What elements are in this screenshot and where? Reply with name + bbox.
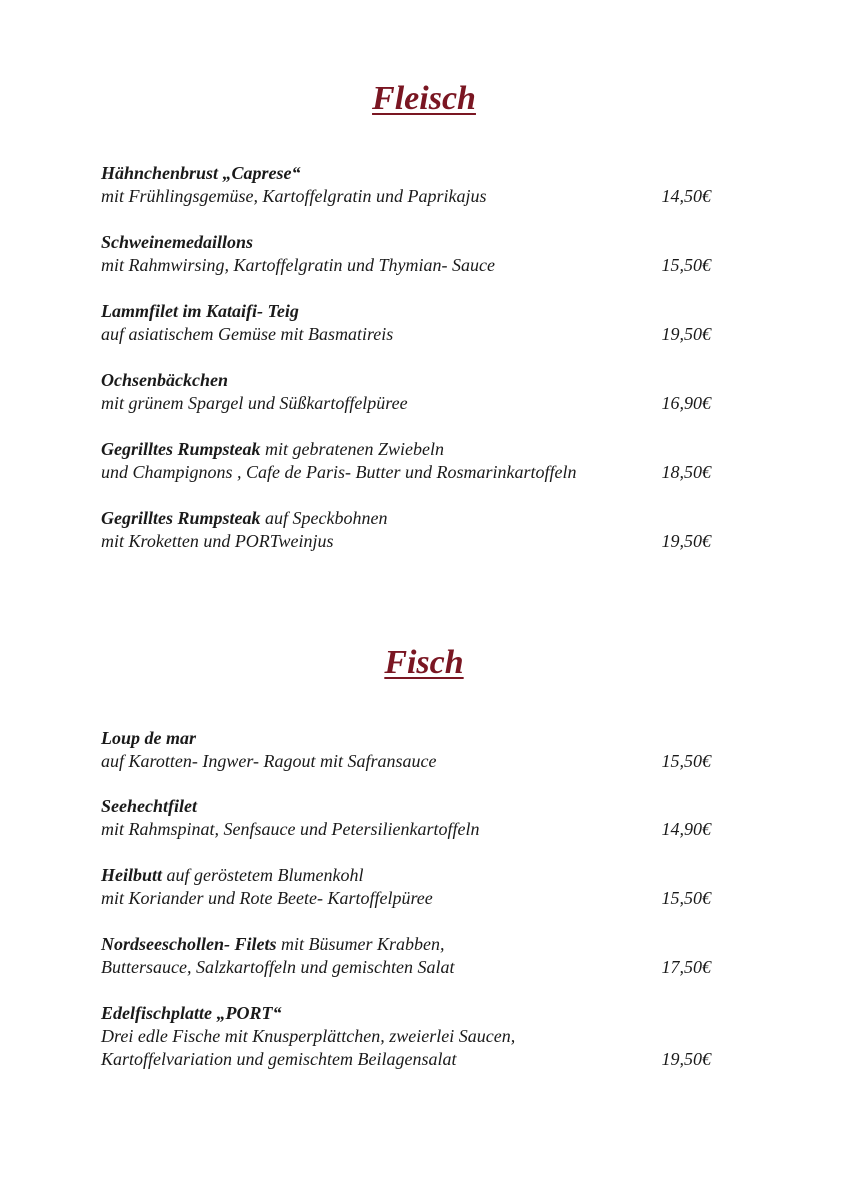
- dish-price: 15,50€: [661, 255, 711, 275]
- dish-name: Hähnchenbrust „Caprese“: [101, 163, 301, 183]
- dish-description: auf Karotten- Ingwer- Ragout mit Safransauce: [101, 751, 437, 771]
- dish-description-line: [101, 461, 713, 484]
- dish-description: und Champignons , Cafe de Paris- Butter und Rosmarinkartoffeln: [101, 462, 577, 482]
- dish-price: 15,50€: [661, 888, 711, 908]
- dish-item: [101, 438, 713, 484]
- section-title-fleisch: Fleisch: [372, 80, 476, 117]
- dish-item: [101, 1002, 713, 1071]
- dish-name: Ochsenbäckchen: [101, 370, 228, 390]
- dish-description-line: [101, 887, 713, 910]
- dish-title-line: [101, 864, 713, 887]
- dish-description: mit Frühlingsgemüse, Kartoffelgratin und Paprikajus: [101, 186, 487, 206]
- dish-description-line: [101, 254, 713, 277]
- dish-title-line: [101, 369, 713, 392]
- dish-description-line: [101, 530, 713, 553]
- dish-title-line: [101, 727, 713, 750]
- dish-name: Heilbutt: [101, 865, 163, 885]
- dish-price: 17,50€: [661, 957, 711, 977]
- dish-title-line: [101, 438, 713, 461]
- dish-description-line: [101, 818, 713, 841]
- dish-price: 15,50€: [661, 751, 711, 771]
- dish-item: [101, 300, 713, 346]
- dish-description: Drei edle Fische mit Knusperplättchen, zweierlei Saucen,: [101, 1026, 516, 1046]
- dish-description: Kartoffelvariation und gemischtem Beilagensalat: [101, 1049, 457, 1069]
- dish-description-line: [101, 1025, 713, 1048]
- dish-description: Buttersauce, Salzkartoffeln und gemischten Salat: [101, 957, 455, 977]
- dish-name: Nordseeschollen- Filets: [101, 934, 277, 954]
- dish-description: mit Rahmspinat, Senfsauce und Petersilienkartoffeln: [101, 819, 480, 839]
- dish-name: Edelfischplatte „PORT“: [101, 1003, 282, 1023]
- dish-name-suffix: mit gebratenen Zwiebeln: [260, 439, 444, 459]
- dish-item: [101, 727, 713, 773]
- dish-price: 14,90€: [661, 819, 711, 839]
- dish-price: 18,50€: [661, 462, 711, 482]
- dish-description-line: [101, 1048, 713, 1071]
- section-title-fisch: Fisch: [384, 644, 464, 681]
- dish-title-line: [101, 231, 713, 254]
- dish-name: Schweinemedaillons: [101, 232, 254, 252]
- dish-price: 14,50€: [661, 186, 711, 206]
- dish-item: [101, 162, 713, 208]
- dish-title-line: [101, 1002, 713, 1025]
- dish-item: [101, 864, 713, 910]
- dish-item: [101, 507, 713, 553]
- dish-title-line: [101, 300, 713, 323]
- dish-price: 19,50€: [661, 324, 711, 344]
- dish-name-suffix: mit Büsumer Krabben,: [276, 934, 445, 954]
- dish-price: 16,90€: [661, 393, 711, 413]
- dish-description-line: [101, 185, 713, 208]
- dish-description-line: [101, 323, 713, 346]
- dish-description: mit Rahmwirsing, Kartoffelgratin und Thymian- Sauce: [101, 255, 495, 275]
- dish-item: [101, 231, 713, 277]
- dish-description: mit Kroketten und PORTweinjus: [101, 531, 334, 551]
- dish-description: auf asiatischem Gemüse mit Basmatireis: [101, 324, 394, 344]
- dish-description: mit Koriander und Rote Beete- Kartoffelpüree: [101, 888, 433, 908]
- dish-description-line: [101, 392, 713, 415]
- dish-name: Seehechtfilet: [101, 796, 197, 816]
- dish-title-line: [101, 795, 713, 818]
- dish-title-line: [101, 162, 713, 185]
- dish-name-suffix: auf geröstetem Blumenkohl: [162, 865, 364, 885]
- dish-name: Gegrilltes Rumpsteak: [101, 439, 261, 459]
- dish-name: Loup de mar: [101, 728, 197, 748]
- dish-description-line: [101, 956, 713, 979]
- dish-item: [101, 369, 713, 415]
- dish-name: Lammfilet im Kataifi- Teig: [101, 301, 299, 321]
- dish-description-line: [101, 750, 713, 773]
- dish-title-line: [101, 507, 713, 530]
- dish-description: mit grünem Spargel und Süßkartoffelpüree: [101, 393, 408, 413]
- dish-price: 19,50€: [661, 531, 711, 551]
- dish-name-suffix: auf Speckbohnen: [260, 508, 388, 528]
- dish-title-line: [101, 933, 713, 956]
- dish-name: Gegrilltes Rumpsteak: [101, 508, 261, 528]
- dish-price: 19,50€: [661, 1049, 711, 1069]
- dish-item: [101, 933, 713, 979]
- dish-item: [101, 795, 713, 841]
